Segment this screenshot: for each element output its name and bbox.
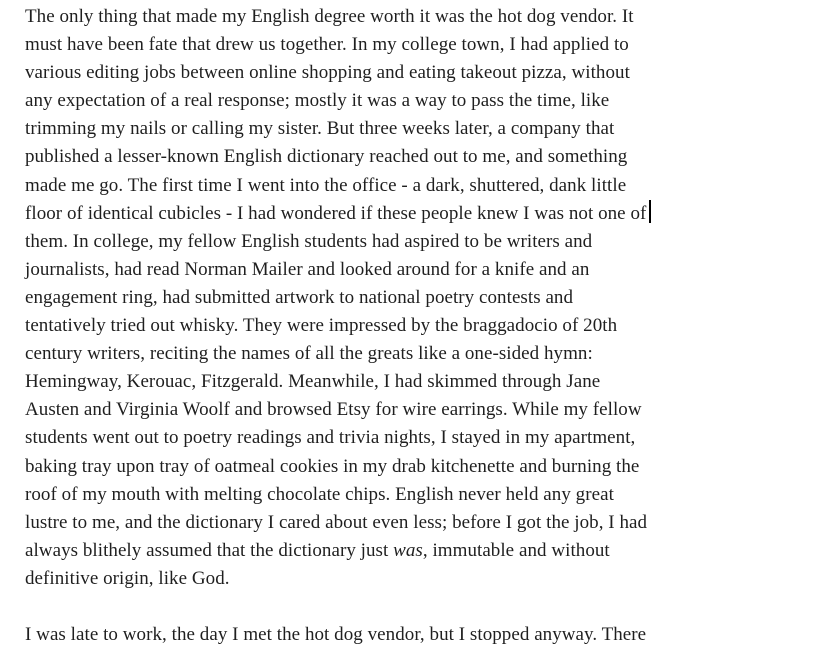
text-line xyxy=(25,537,785,565)
document-body[interactable] xyxy=(25,3,785,649)
text-line: engagement ring, had submitted artwork to national poetry contests and xyxy=(25,286,574,308)
paragraph-1 xyxy=(25,3,785,593)
text-line: students went out to poetry readings and trivia nights, I stayed in my apartment, xyxy=(25,427,636,449)
text-line: made me go. The first time I went into the office - a dark, shuttered, dank little xyxy=(25,174,627,196)
text-line: definitive origin, like God. xyxy=(25,567,230,589)
text-line: any expectation of a real response; mostly it was a way to pass the time, like xyxy=(25,90,610,112)
text-segment: always blithely assumed that the dictionary just xyxy=(25,539,394,561)
text-line: must have been fate that drew us together. In my college town, I had applied to xyxy=(25,34,629,56)
text-line: Austen and Virginia Woolf and browsed Etsy for wire earrings. While my fellow xyxy=(25,399,642,421)
text-line: tentatively tried out whisky. They were impressed by the braggadocio of 20th xyxy=(25,315,618,337)
text-line: The only thing that made my English degree worth it was the hot dog vendor. It xyxy=(25,6,634,27)
text-line: I was late to work, the day I met the hot dog vendor, but I stopped anyway. There xyxy=(25,624,647,646)
paragraph-2 xyxy=(25,621,785,649)
text-line: them. In college, my fellow English students had aspired to be writers and xyxy=(25,230,593,252)
italic-text: was xyxy=(393,539,423,561)
text-line: roof of my mouth with melting chocolate chips. English never held any great xyxy=(25,483,614,505)
text-line-with-caret xyxy=(25,200,785,228)
text-segment: , immutable and without xyxy=(422,539,610,561)
text-line: trimming my nails or calling my sister. But three weeks later, a company that xyxy=(25,118,615,140)
text-line: baking tray upon tray of oatmeal cookies in my drab kitchenette and burning the xyxy=(25,455,640,477)
text-caret xyxy=(649,200,651,223)
text-line: Hemingway, Kerouac, Fitzgerald. Meanwhile, I had skimmed through Jane xyxy=(25,371,601,393)
text-line: lustre to me, and the dictionary I cared about even less; before I got the job, I had xyxy=(25,511,648,533)
text-line: published a lesser-known English dictionary reached out to me, and something xyxy=(25,146,628,168)
text-line: century writers, reciting the names of all the greats like a one-sided hymn: xyxy=(25,343,593,365)
text-line: various editing jobs between online shopping and eating takeout pizza, without xyxy=(25,62,630,84)
text-segment: floor of identical cubicles - I had wondered if these people knew I was not one of xyxy=(25,202,647,224)
paragraph-gap xyxy=(25,593,785,621)
text-line: journalists, had read Norman Mailer and looked around for a knife and an xyxy=(25,258,590,280)
